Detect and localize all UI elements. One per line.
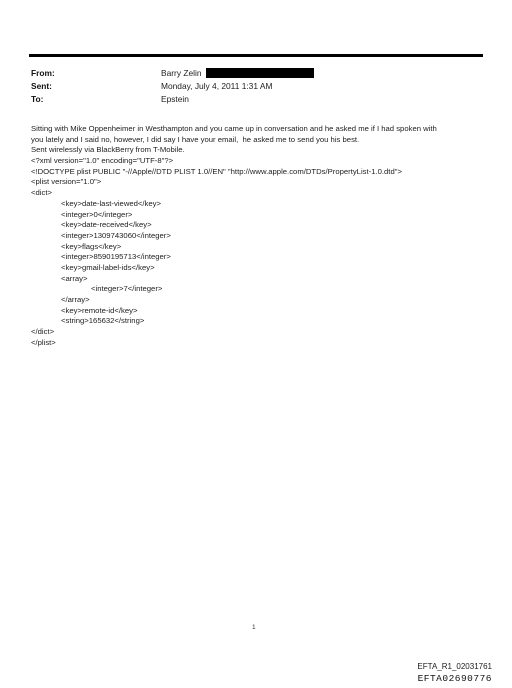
body-line: Sitting with Mike Oppenheimer in Westhampton and you came up in conversation and he asked me if I had spoken with	[31, 124, 437, 133]
sent-label: Sent:	[31, 80, 52, 91]
body-line: <dict>	[31, 188, 52, 198]
body-line: <key>date-received</key>	[61, 220, 152, 230]
header-rule	[29, 54, 483, 57]
body-line: <array>	[61, 273, 88, 283]
email-body	[31, 124, 485, 348]
body-line: </dict>	[31, 327, 55, 337]
body-line: <key>remote-id</key>	[61, 305, 138, 315]
body-line: <integer>8590195713</integer>	[61, 252, 171, 262]
document-id-secondary: EFTA02690776	[417, 673, 492, 684]
body-line: <key>date-last-viewed</key>	[61, 198, 161, 208]
body-line: Sent wirelessly via BlackBerry from T-Mobile.	[31, 145, 185, 155]
from-row	[31, 66, 471, 79]
body-line: </plist>	[31, 337, 56, 347]
body-line: <plist version="1.0">	[31, 177, 102, 187]
sender-name: Barry Zelin	[161, 67, 202, 78]
page-number: 1	[252, 624, 256, 631]
document-id-primary: EFTA_R1_02031761	[417, 662, 492, 671]
body-line: <integer>0</integer>	[61, 209, 133, 219]
body-line: <?xml version="1.0" encoding="UTF-8"?>	[31, 156, 174, 166]
to-value: Epstein	[161, 93, 189, 104]
email-header	[31, 66, 471, 105]
redaction-block	[206, 68, 314, 78]
body-line: <!DOCTYPE plist PUBLIC "-//Apple//DTD PLIST 1.0//EN" "http://www.apple.com/DTDs/PropertyList-1.0.dtd">	[31, 166, 402, 176]
body-line: <string>165632</string>	[61, 316, 145, 326]
from-label: From:	[31, 67, 55, 78]
body-line: </array>	[61, 295, 90, 304]
from-value	[161, 68, 314, 78]
body-line: <key>gmail-label-ids</key>	[61, 262, 155, 272]
sent-row	[31, 79, 471, 92]
sent-value: Monday, July 4, 2011 1:31 AM	[161, 80, 273, 91]
body-line: <integer>1309743060</integer>	[61, 230, 171, 240]
to-label: To:	[31, 93, 44, 104]
body-line: <integer>7</integer>	[91, 284, 163, 294]
body-line: you lately and I said no, however, I did say I have your email, he asked me to send you his best.	[31, 134, 360, 144]
body-line: <key>flags</key>	[61, 241, 122, 251]
to-row	[31, 92, 471, 105]
